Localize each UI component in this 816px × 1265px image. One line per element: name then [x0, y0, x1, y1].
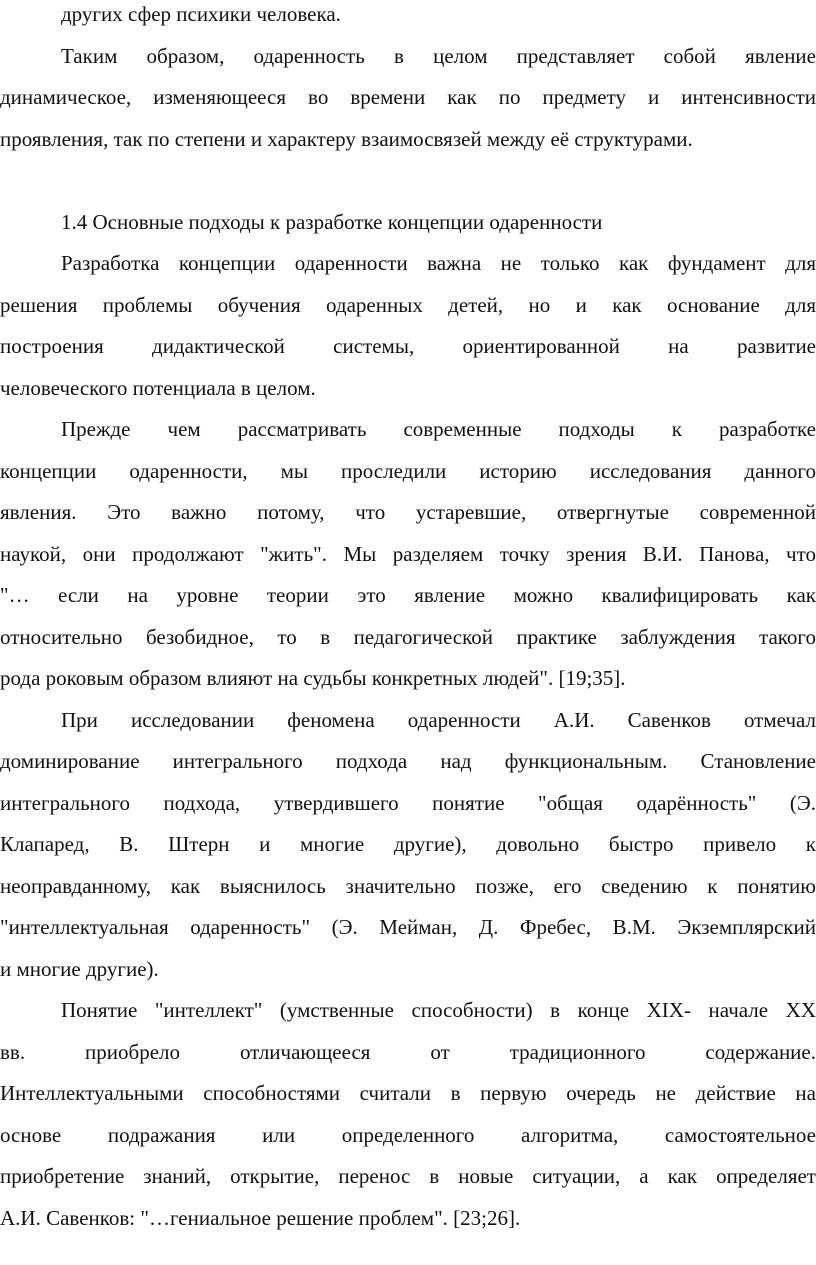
text-line: рода роковым образом влияют на судьбы конкретных людей". [19;35]. [0, 666, 626, 690]
blank-line [0, 160, 816, 202]
text-line: Прежде чем рассматривать современные подходы к разработке [61, 417, 816, 441]
text-line: решения проблемы обучения одаренных детей, но и как основание для [0, 292, 816, 317]
text-line: неоправданному, как выяснилось значительно позже, его сведению к понятию [0, 873, 816, 898]
paragraph-continuation-line: других сфер психики человека. [61, 2, 341, 26]
text-line: основе подражания или определенного алгоритма, самостоятельное [0, 1122, 816, 1147]
text-line: концепции одаренности, мы проследили историю исследования данного [0, 458, 816, 483]
paragraph-history [0, 409, 816, 700]
paragraph-concept-importance [0, 243, 816, 409]
paragraph-savenkov [0, 700, 816, 991]
text-line: А.И. Савенков: "…гениальное решение проблем". [23;26]. [0, 1205, 521, 1230]
text-line: проявления, так по степени и характеру взаимосвязей между её структурами. [0, 126, 693, 151]
section-heading: 1.4 Основные подходы к разработке концепции одаренности [61, 209, 603, 234]
text-line: относительно безобидное, то в педагогической практике заблуждения такого [0, 624, 816, 649]
text-line: Клапаред, В. Штерн и многие другие), довольно быстро привело к [0, 832, 816, 856]
text-line: интегрального подхода, утвердившего понятие "общая одарённость" (Э. [0, 790, 816, 815]
text-line: построения дидактической системы, ориентированной на развитие [0, 334, 816, 358]
paragraph-intellect [0, 990, 816, 1239]
text-line: человеческого потенциала в целом. [0, 375, 316, 400]
text-line: "интеллектуальная одаренность" (Э. Мейман, Д. Фребес, В.М. Экземплярский [0, 915, 816, 939]
text-line: наукой, они продолжают "жить". Мы разделяем точку зрения В.И. Панова, что [0, 541, 816, 566]
text-line: Разработка концепции одаренности важна не только как фундамент для [61, 251, 816, 275]
text-line: При исследовании феномена одаренности А.И. Савенков отмечал [61, 707, 816, 732]
text-line: Таким образом, одаренность в целом представляет собой явление [61, 43, 816, 68]
text-line: приобретение знаний, открытие, перенос в новые ситуации, а как определяет [0, 1164, 816, 1188]
text-line: динамическое, изменяющееся во времени как по предмету и интенсивности [0, 85, 816, 109]
text-line: вв. приобрело отличающееся от традиционного содержание. [0, 1039, 816, 1064]
text-line: Интеллектуальными способностями считали в первую очередь не действие на [0, 1081, 816, 1105]
text-line: и многие другие). [0, 956, 159, 981]
paragraph-summary [0, 36, 816, 161]
text-line: доминирование интегрального подхода над функциональным. Становление [0, 749, 816, 773]
text-line: "… если на уровне теории это явление можно квалифицировать как [0, 583, 816, 607]
text-line: Понятие "интеллект" (умственные способности) в конце XIX- начале XX [61, 998, 816, 1022]
text-line: явления. Это важно потому, что устаревшие, отвергнутые современной [0, 500, 816, 524]
